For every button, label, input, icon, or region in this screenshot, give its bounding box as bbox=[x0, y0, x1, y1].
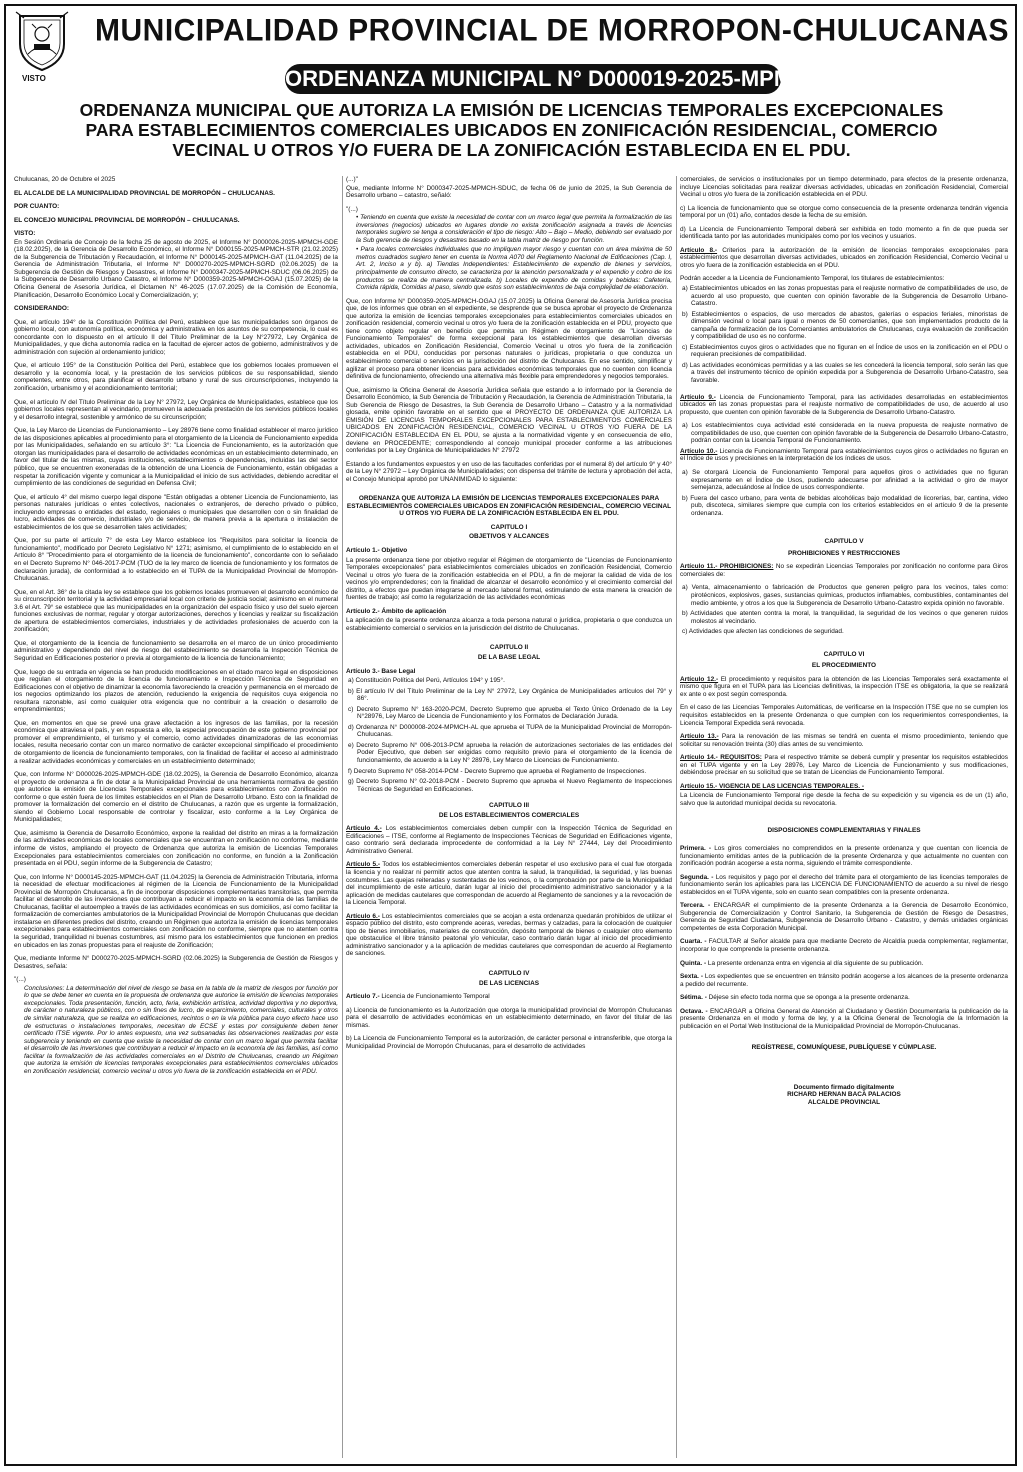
article-heading: Artículo 14.- REQUISITOS: bbox=[680, 754, 762, 762]
mayor-heading: EL ALCALDE DE LA MUNICIPALIDAD PROVINCIAL DE MORROPÓN – CHULUCANAS. bbox=[14, 189, 275, 197]
chapter-title: DE LAS LICENCIAS bbox=[478, 979, 540, 987]
law-list-item: e) Decreto Supremo N° 006-2013-PCM aprueba la relación de autorizaciones sectoriales de las entidades del Poder Ejecutivo, que deben ser exigidas como requisito previo para el otorgamiento de la licencia de funcionamiento, de acuerdo a la Ley N° 28976, Ley Marco de Licencias de Funcionamiento. bbox=[348, 741, 672, 764]
chapter-heading: CAPITULO IV bbox=[488, 970, 530, 978]
article-text bbox=[680, 394, 1008, 417]
disposition-body: Déjese sin efecto toda norma que se oponga a la presente ordenanza. bbox=[708, 994, 910, 1002]
paragraph: Que, el otorgamiento de la licencia de funcionamiento se desarrolla en el marco de un único procedimiento administrativo y dependiendo del nivel de riesgo del establecimiento se desarrolla la Inspección Técnica de Seguridad en Edificaciones posterior o previa al otorgamiento de la licencia de funcionamiento; bbox=[14, 639, 338, 662]
paragraph: Que, en el Art. 36° de la citada ley se establece que los gobiernos locales promueven el desarrollo económico de su circunscripción territorial y la actividad empresarial local con criterio de justicia social; asimismo en el numeral 3.6 el Art. 79° se establece que las municipalidades en la organización del espacio físico y uso del suelo ejercen funciones exclusivas de normar, regular y otorgar autorizaciones, derechos y licencias y realizar su fiscalización de apertura de establecimientos comerciales, industriales y de actividades profesionales de acuerdo con la zonificación; bbox=[14, 588, 338, 634]
article-list-item: b) Actividades que atenten contra la moral, la tranquilidad, la seguridad de los vecinos o que generen ruidos molestos al vecindario. bbox=[682, 610, 1008, 625]
disposition-body: Los expedientes que se encuentren en tránsito podrán acogerse a los alcances de la presente ordenanza a pedido del recurrente. bbox=[680, 973, 1008, 988]
article-heading: Artículo 4.- bbox=[346, 825, 382, 833]
article-text bbox=[346, 913, 672, 958]
article-text bbox=[680, 754, 1008, 777]
disposition bbox=[680, 902, 1008, 932]
law-list-item: f) Decreto Supremo N° 058-2014-PCM - Decreto Supremo que aprueba el Reglamento de Inspecciones. bbox=[348, 767, 647, 775]
text-column-1 bbox=[14, 176, 338, 1458]
article-heading: Artículo 8.- bbox=[680, 246, 718, 254]
article-heading: Artículo 1.- Objetivo bbox=[346, 546, 408, 554]
ordinance-number-badge: ORDENANZA MUNICIPAL N° D000019-2025-MPMCH-AL bbox=[285, 64, 781, 94]
disposition-body: ENCARGAR a Oficina General de Atención al Ciudadano y Gestión Documentaria la publicación de la presente Ordenanza en el modo y forma de ley, y a la Oficina General de Tecnología de la Información la publicación en el Portal Web Institucional de la Municipalidad Provincial de Morropón-Chulucanas. bbox=[680, 1007, 1008, 1030]
disposition bbox=[680, 994, 1008, 1002]
article-body: Los establecimientos comerciales que se acojan a esta ordenanza quedarán prohibidos de utilizar el espacio público del distrito, esto comprende aceras, veredas, bermas y calzadas, para la colocación de cualquier tipo de bienes inmobiliarios, materiales de construcción, depósito temporal de bienes o cualquier otro elemento que obstaculice el libre tránsito peatonal y/o vehicular, caso contrario darán lugar al inicio del procedimiento administrativo sancionador y a la aplicación de medidas cautelares que correspondan de acuerdo al Reglamento de sanciones. bbox=[346, 912, 672, 958]
shield-icon bbox=[14, 10, 70, 72]
article-body: Criterios para la autorización de la emisión de licencias temporales excepcionales para establecimientos que desarrollan diversas actividades, ubicados en zonificación Residencial, Comercio Vecinal u otros y/o fuera de la zonificación establecida en el PDU. bbox=[680, 246, 1008, 269]
article-heading: Artículo 9.- bbox=[680, 393, 716, 401]
article-text bbox=[680, 247, 1008, 270]
paragraph: Estando a los fundamentos expuestos y en uso de las facultades conferidas por el numeral 8) del artículo 9° y 40° de la Ley N° 27972 – Ley Orgánica de Municipalidades; con dispensa del trámite de lectura y aprobación del acta, el Concejo Municipal aprobó por UNANIMIDAD lo siguiente: bbox=[346, 460, 672, 483]
article-list-item: c) Actividades que afecten las condiciones de seguridad. bbox=[682, 628, 844, 636]
disposition bbox=[680, 1008, 1008, 1031]
article-text bbox=[680, 448, 1008, 463]
disposition-heading: Quinta. - bbox=[680, 959, 707, 967]
council-heading: EL CONCEJO MUNICIPAL PROVINCIAL DE MORROPÓN – CHULUCANAS. bbox=[14, 216, 240, 224]
article-list-item: d) Las actividades económicas permitidas y a las cuales se les concederá la licencia temporal, solo serán las que a través del instrumento técnico de opinión expedida por a Subgerencia de Desarrollo Urbano-Catastro, sea favorable. bbox=[682, 361, 1008, 385]
paragraph: Que, el artículo 4° del mismo cuerpo legal dispone "Están obligadas a obtener Licencia de Funcionamiento, las personas naturales jurídicas o entes colectivos, nacionales o extranjeros, de derecho privado o público, incluyendo empresas o entidades del estado, regionales o municipales que desarrollen con o sin finalidad de lucro, actividades de comercio, industriales y/o de servicio, de manera previa a la apertura o instalación de establecimientos de los que se desarrollen tales actividades; bbox=[14, 493, 338, 531]
paragraph: Que, el artículo 194° de la Constitución Política del Perú, establece que las municipalidades son órganos de gobierno local, con autonomía política, económica y administrativa en los asuntos de su competencia, lo cual es concordante con lo dispuesto en el artículo II del Título Preliminar de la Ley N°27972, Ley Orgánica de Municipalidades, y que dicha autonomía radica en la facultad de ejercer actos de gobierno, administrativos y de administración con sujeción al ordenamiento jurídico; bbox=[14, 318, 338, 356]
article-body: No se expedirán Licencias Temporales por zonificación no conforme para Giros comerciales de: bbox=[680, 563, 1008, 578]
article-body: Licencia de Funcionamiento Temporal bbox=[381, 993, 490, 1001]
article-text: En el caso de las Licencias Temporales Automáticas, de verificarse en la Inspección ITSE que no se cumplen los requisitos establecidos en la presente Ordenanza o que cumplen con los requerimientos correspondientes, la Licencia Temporal Expedida será revocada. bbox=[680, 704, 1008, 727]
signer-title: ALCALDE PROVINCIAL bbox=[807, 1099, 881, 1107]
article-text: La presente ordenanza tiene por objetivo regular el Régimen de otorgamiento de "Licencias de Funcionamiento Temporales excepcionales" para establecimientos comerciales ubicados en zonificación Residencial, Comercio Vecinal u otros y/o fuera de la zonificación establecida en el PDU, a fin de mejorar la calidad de vida de los vecinos y/o emprendedores; con la finalidad de alcanzar el desarrollo económico y el crecimiento comercial del distrito, a efectos que puedan integrarse al mercado laboral formal, estimulando de esta manera la creación de fuentes de trabajo; así como la regularización de las actividades económicas bbox=[346, 556, 672, 602]
article-item: b) La Licencia de Funcionamiento Temporal es la autorización, de carácter personal e intransferible, que otorga la Municipalidad Provincial de Morropón Chulucanas, para el desarrollo de actividades bbox=[346, 1035, 672, 1050]
article-text: La aplicación de la presente ordenanza alcanza a toda persona natural o jurídica, propietaria o que conduzca un establecimiento comercial o servicios en la jurisdicción del distrito de Chulucanas. bbox=[346, 617, 672, 632]
article-body: Para el respectivo trámite se deberá cumplir y presentar los requisitos establecidos en el TUPA vigente y en la Ley 28976, Ley Marco de Licencia de Funcionamiento y sus modificaciones, debiéndose precisar en su solicitud que se tratan de Licencias de Funcionamiento Temporal. bbox=[680, 754, 1008, 777]
article-item: c) La licencia de funcionamiento que se otorgue como consecuencia de la presente ordenanza tendrán vigencia temporal por un (01) año, contados desde la fecha de su emisión. bbox=[680, 204, 1008, 220]
title-line: ORDENANZA MUNICIPAL QUE AUTORIZA LA EMISIÓN DE LICENCIAS TEMPORALES EXCEPCIONALES bbox=[79, 100, 944, 120]
paragraph: Que, por su parte el artículo 7° de esta Ley Marco establece los "Requisitos para solicitar la licencia de funcionamiento", modificado por Decreto Legislativo N° 1271; asimismo, el cumplimiento de lo establecido en el Artículo 8° "Procedimiento para el otorgamiento de la licencia de funcionamiento", concordante con lo señalado en el Decreto Supremo N° 046-2017-PCM (TUO de la ley marco de licencia de funcionamiento y los formatos de declaración jurada), de conformidad a lo establecido en el TUPA de la Municipalidad Provincial de Morropón-Chulucanas. bbox=[14, 537, 338, 583]
column-divider bbox=[676, 176, 677, 1458]
law-list-item: b) El artículo IV del Título Preliminar de la Ley N° 27972, Ley Orgánica de Municipalidades artículos del 79° y 86°. bbox=[348, 687, 672, 703]
chapter-heading: CAPITULO V bbox=[824, 538, 864, 546]
paragraph: Que, con Informe N° D000145-2025-MPMCH-GAT (11.04.2025) la Gerencia de Administración Tributaria, informa la necesidad de efectuar modificaciones al régimen de la Licencia de Funcionamiento de la Municipalidad Provincial de Morropón Chulucanas, a fin de incorporar disposiciones complementarias transitorias, que permita facilitar el desarrollo de las inversiones que contribuyan a reducir el impacto en la economía de las familias de Chulucanas, facilitar el autoempleo a través de las actividades económicas en sus domicilios, así como facilitar la formalización de comerciantes ambulatorios de la Municipalidad Provincial de Morropón Chulucanas que decidan instalarse en diferentes predios del distrito, creando un Régimen que autoriza la emisión de licencias temporales excepcionales para establecimientos comerciales con zonificación no conforme, siempre que no atenten contra la seguridad, tranquilidad ni buenas costumbres, así mismo para los establecimientos que funcionen en predios en ubicados en las zonas propuestas para el reajuste de Zonificación; bbox=[14, 873, 338, 949]
article-body: Para la renovación de las mismas se tendrá en cuenta el mismo procedimiento, teniendo que solicitar su renovación treinta (30) días antes de su vencimiento. bbox=[680, 733, 1008, 748]
disposition-body: Los requisitos y pago por el derecho del trámite para el otorgamiento de las licencias temporales de funcionamiento serán los aplicables para las LICENCIA DE FUNCIONAMIENTO de acuerdo a su nivel de riesgo establecidos en el TUPA vigente, solo en cuanto sean compatibles con la presente ordenanza. bbox=[680, 873, 1008, 896]
disposition bbox=[680, 874, 1008, 897]
visto-paragraph: En Sesión Ordinaria de Concejo de la fecha 25 de agosto de 2025, el Informe N° D000026-2025-MPMCH-GDE (18.02.2025), de la Gerencia de Desarrollo Económico, el Informe N° D000155-2025-MPMCH-STR (21.02.2025) de la Subgerencia de Tributación y Recaudación, el Informe N° D000145-2025-MPMCH-GAT (11.04.2025) de la Gerencia de Administración Tributaria, el Informe N° D000270-2025-MPMCH-SGRD (02.06.2025) de la Subgerencia de Gestión de Riesgos y Desastres, el Informe N° D000347-2025-MPMCH-SDUC (06.06.2025) de la Subgerencia de Desarrollo Urbano Catastro, el Informe N° D000359-2025-MPMCH-OGAJ (15.07.2025) de la Oficina General de Asesoría Jurídica, el Dictamen N° 46-2025 (17.07.2025) de la Comisión de Economía, Planificación, Desarrollo Económico Local y Comercialización, y; bbox=[14, 238, 338, 299]
article-item: comerciales, de servicios o institucionales por un tiempo determinado, para efectos de la presente ordenanza, incluye Licencias solicitadas para realizar diversas actividades, ubicadas en zonificación Residencial, Comercial Vecinal u otros y/o fuera de la zonificación establecida en el PDU. bbox=[680, 176, 1008, 199]
article-heading: Artículo 15.- VIGENCIA DE LAS LICENCIAS TEMPORALES. - bbox=[680, 782, 864, 790]
chapter-heading: CAPITULO II bbox=[489, 644, 529, 652]
article-heading: Artículo 10.- bbox=[680, 447, 718, 455]
article-intro: Podrán acceder a la Licencia de Funcionamiento Temporal, los titulares de establecimientos: bbox=[680, 275, 945, 283]
por-cuanto: POR CUANTO: bbox=[14, 203, 60, 211]
article-text bbox=[346, 993, 672, 1001]
article-text bbox=[680, 676, 1008, 699]
article-list-item: a) Establecimientos ubicados en las zonas propuestas para el reajuste normativo de compatibilidades de uso, de acuerdo al uso propuesto, que cuenten con opinión favorable de la Subgerencia de Desarrollo Urbano-Catastro. bbox=[682, 285, 1008, 308]
quote-open: "(...) bbox=[346, 205, 358, 213]
law-list-item: c) Decreto Supremo N° 163-2020-PCM, Decreto Supremo que aprueba el Texto Único Ordenado de la Ley N°28976, Ley Marco de Licencia de Funcionamiento y los Formatos de Declaración Jurada. bbox=[348, 705, 672, 721]
article-body: Licencia de Funcionamiento Temporal, para las actividades desarrolladas en establecimientos ubicados en las zonas propuestas para el reajuste normativo de compatibilidades de uso, de acuerdo al uso propuesto, que cuenten con opinión favorable de la Subgerencia de Desarrollo Urbano-Catastro. bbox=[680, 393, 1008, 416]
column-divider bbox=[342, 176, 343, 1458]
quote-open: "(...) bbox=[14, 976, 26, 984]
disposition-body: FACULTAR al Señor alcalde para que mediante Decreto de Alcaldía pueda complementar, reglamentar, incorporar lo que comprende la presente ordenanza. bbox=[680, 938, 1008, 954]
article-heading: Artículo 13.- bbox=[680, 733, 719, 741]
paragraph: Que, asimismo la Oficina General de Asesoría Jurídica señala que estando a lo informado por la Gerencia de Desarrollo Económico, la Sub Gerencia de Tributación y Recaudación, la Gerencia de Administración Tributaria, la Sub Gerencia de Riesgo de Desastres, la Sub Gerencia de Desarrollo Urbano – Catastro y a la normatividad glosada, emite opinión favorable en el sentido que el PROYECTO DE ORDENANZA QUE AUTORIZA LA EMISIÓN DE LICENCIAS TEMPORALES EXCEPCIONALES PARA ESTABLECIMIENTOS COMERCIALES UBICADOS EN ZONIFICACIÓN RESIDENCIAL, COMERCIO VECINAL U OTROS Y/O FUERA DE LA ZONIFICACIÓN ESTABLECIDA EN EL PDU, se ajusta a la normatividad vigente y en consecuencia de ello, deviene en PROCEDENTE; correspondiendo al concejo municipal proceder conforme a las atribuciones conferidas por la Ley Orgánica de Municipalidades N° 27972 bbox=[346, 386, 672, 455]
article-text: La Licencia de Funcionamiento Temporal rige desde la fecha de su expedición y su vigencia es de un (1) año, salvo que la autoridad municipal decida su revocatoria. bbox=[680, 792, 1008, 807]
article-text bbox=[680, 733, 1008, 748]
article-list-item: a) Venta, almacenamiento o fabricación de Productos que generen peligro para los vecinos, tales como: pirotécnicos, explosivos, gases, sustancias químicas, productos inflamables, combustibles, contaminantes del medio ambiente, y otros a los que la Subgerencia de Desarrollo Urbano-Catastro expida opinión no favorable. bbox=[682, 584, 1008, 607]
chapter-title: DE LA BASE LEGAL bbox=[477, 653, 541, 661]
law-list-item: g) Decreto Supremo N° 02-2018-PCM - Decreto Supremo que aprueba el Nuevo Reglamento de Inspecciones Técnicas de Seguridad en Edificaciones. bbox=[348, 778, 672, 793]
article-body: Los establecimientos comerciales deben cumplir con la Inspección Técnica de Seguridad en Edificaciones – ITSE, conforme al Reglamento de Inspecciones Técnicas de Seguridad en Edificaciones vigente, caso contrario será declarada improcedente de conformidad a la Ley N° 27444, Ley del Procedimiento Administrativo General. bbox=[346, 825, 672, 855]
disposition-heading: Sétima. - bbox=[680, 994, 707, 1002]
article-text bbox=[346, 861, 672, 906]
considerando-heading: CONSIDERANDO: bbox=[14, 305, 70, 313]
paragraph: Que, asimismo la Gerencia de Desarrollo Económico, expone la realidad del distrito en miras a la formalización de las actividades económicas de locales comerciales que se encuentran en zonificación no conforme, mediante informe de vistos, ampliando el proyecto de Ordenanza que autoriza la emisión de Licencias Temporales Excepcionales para establecimientos comerciales con zonificación no conforme, en función a la Zonificación presentada en el PDU, según informe de la Subgerencia de Catastro; bbox=[14, 829, 338, 868]
disposition-heading: Cuarta. - bbox=[680, 938, 707, 946]
paragraph: Que, el artículo 195° de la Constitución Política del Perú, establece que los gobiernos locales promueven el desarrollo y la economía local, y la prestación de los servicios públicos de su responsabilidad, siendo competentes, entre otros, para planificar el desarrollo urbano y rural de sus circunscripciones, incluyendo la zonificación, urbanismo y el acondicionamiento territorial; bbox=[14, 362, 338, 393]
chapter-title: EL PROCEDIMIENTO bbox=[811, 662, 877, 670]
paragraph: Que, luego de su entrada en vigencia se han producido modificaciones en el citado marco legal en disposiciones que regulan el otorgamiento de la licencia de funcionamiento e Inspección Técnica de Seguridad en Edificaciones con el objetivo de dinamizar la economía favoreciendo la creación y permanencia en el mercado de los negocios optimizando los plazos de atención, reduciendo la exigencia de requisitos cuya exigencia no resultara razonable, así como cualquier otra exigencia que no contribuir a la creación o desarrollo de emprendimientos; bbox=[14, 668, 338, 714]
disposition-heading: Sexta. - bbox=[680, 973, 704, 981]
disposition bbox=[680, 845, 1008, 868]
ordinance-title bbox=[40, 100, 983, 160]
quote-bullet: • Teniendo en cuenta que existe la necesidad de contar con un marco legal que permita la formalización de las inversiones (negocios) ubicados en lugares donde no exista zonificación asignada a través de licencias temporales sugiero se tenga a consideración el tipo de riesgo: Alto – Bajo – Medio, debiendo ser evaluado por la Sub gerencia de riesgos y desastres basado en la tabla matriz de riesgo por función. bbox=[356, 214, 672, 244]
disposition-heading: Octava. - bbox=[680, 1007, 708, 1015]
article-heading: Artículo 12.- bbox=[680, 675, 719, 683]
text-column-3 bbox=[680, 176, 1008, 1458]
article-item: d) La Licencia de Funcionamiento Temporal deberá ser exhibida en todo momento a fin de que pueda ser identificada tanto por las autoridades municipales como por los vecinos y usuarios. bbox=[680, 225, 1008, 241]
article-list-item: b) Fuera del casco urbano, para venta de bebidas alcohólicas bajo modalidad de licorerías, bar, cantina, video pub, discoteca, similares siempre que cumpla con los criterios establecidos en el artículo 9 de la presente ordenanza. bbox=[682, 494, 1008, 517]
disposition-body: ENCARGAR el cumplimiento de la presente Ordenanza a la Gerencia de Desarrollo Económico, Subgerencia de Comercialización y Control Sanitario, la Subgerencia de Gestión de Riesgo de Desastres, Gerencia de Seguridad Ciudadana, Subgerencia de Desarrollo Urbano - Catastro, y demás unidades orgánicas competentes de esta Corporación Municipal. bbox=[680, 902, 1008, 932]
chapter-heading: CAPITULO VI bbox=[823, 650, 865, 658]
signer-name: RICHARD HERNAN BACA PALACIOS bbox=[787, 1091, 901, 1099]
paragraph: Que, con Informe N° D000359-2025-MPMCH-OGAJ (15.07.2025) la Oficina General de Asesoría Jurídica precisa que, de los informes que obran en el expediente, se desprende que se busca aprobar el proyecto de Ordenanza que autoriza la emisión de licencias temporales excepcionales para establecimientos comerciales ubicados en zonificación residencial, comercio vecinal u otros y/o fuera de la zonificación establecida en el PDU, proyecto que tiene como objeto regular en beneficio que permita un Régimen de otorgamiento de "Licencias de Funcionamiento Temporales" de forma excepcional para los establecimientos que desarrollan diversas actividades, ubicados en Zonificación Residencial, Comercio Vecinal u otros y/o fuera de la zonificación establecida en el PDU, conducidas por personas naturales o jurídicas, propietaria o que conduzca un establecimiento comercial o servicios en la jurisdicción del distrito de Chulucanas. En ese sentido, simplificar y agilizar el proceso para obtener licencias para actividades económicas temporales que no cuenten con licencia definitiva de funcionamiento, ofreciendo una alternativa más flexible para emprendedores y negocios temporales. bbox=[346, 297, 672, 381]
article-heading: Artículo 6.- bbox=[346, 912, 380, 920]
article-text bbox=[680, 563, 1008, 578]
article-body: Licencia de Funcionamiento Temporal para establecimientos cuyos giros o actividades no figuran en el Índice de usos y precisiones en la interpretación de los índices de usos. bbox=[680, 447, 1008, 463]
disposition-body: La presente ordenanza entra en vigencia al día siguiente de su publicación. bbox=[707, 959, 924, 967]
chapter-heading: CAPITULO I bbox=[490, 523, 528, 531]
paragraph: Que, el artículo IV del Título Preliminar de la Ley N° 27972, Ley Orgánica de Municipalidades, establece que los gobiernos locales representan al vecindario, promueven la adecuada prestación de los servicios públicos locales y el desarrollo integral, sostenible y armónico de su circunscripción; bbox=[14, 398, 338, 421]
text-column-2 bbox=[346, 176, 672, 1458]
title-line: VECINAL U OTROS Y/O FUERA DE LA ZONIFICACIÓN ESTABLECIDA EN EL PDU. bbox=[172, 140, 851, 160]
paragraph: Que, con Informe N° D000026-2025-MPMCH-GDE (18.02.2025), la Gerencia de Desarrollo Económico, alcanza el proyecto de ordenanza a fin de dotar a la Municipalidad Provincial de una herramienta normativa de gestión que autorice la emisión de Licencias Temporales excepcionales para establecimientos con Zonificación no conforme o que estén fuera de los límites establecidos en el Plan de Desarrollo Urbano. Esto con la finalidad de promover la formalización del comercio en el distrito de Chulucanas, a razón que es urgente la formalización, siendo el Gobierno Local responsable de controlar y fiscalizar, esto conforme a la Ley Orgánica de Municipalidades; bbox=[14, 771, 338, 824]
article-body: El procedimiento y requisitos para la obtención de las Licencias Temporales será exactamente el mismo que figura en el TUPA para las Licencias definitivas, la inspección ITSE es obligatoria, la que se realizará ex ante o ex post según corresponda. bbox=[680, 675, 1008, 698]
article-list-item: c) Establecimientos cuyos giros o actividades que no figuran en el Índice de usos en la zonificación en el PDU o requieran precisiones de compatibilidad. bbox=[682, 343, 1008, 359]
quote-paragraph: Conclusiones: La determinación del nivel de riesgo se basa en la tabla de la matriz de riesgos por función por lo que se debe tener en cuenta en la propuesta de ordenanza que autorice la emisión de licencias temporales excepcionales. Toda presentación, función, acto, feria, exhibición artística, actividad deportiva y no deportiva, de carácter o naturaleza públicos, con o sin fines de lucro, de esparcimiento, comerciales, culturales y otros de similar naturaleza, que se realiza en edificaciones, recintos o en la vía pública para cuyo efecto hace uso de estructuras o instalaciones temporales, necesitan de ECSE y estas por consiguiente deben tener certificado ITSE vigente. Por lo antes expuesto, una vez subsanadas las observaciones realizadas por esta subgerencia y teniendo en cuenta que existe la necesidad de contar con un marco legal que permita facilitar el desarrollo de las inversiones que contribuyan a reducir el impacto en la economía de las familias, así como facilitar la formalización de las actividades comerciales en el Distrito de Chulucanas, creando un Régimen que autoriza la emisión de licencias temporales excepcionales para establecimientos comerciales ubicados en zonificación residencial, comercio vecinal u otros y/o fuera de la zonificación establecida en el PDU. bbox=[24, 984, 338, 1075]
visto-stamp: VISTO bbox=[22, 74, 46, 83]
article-list-item: b) Establecimientos o espacios, de uso mercados de abastos, galerías o espacios feriales, minoristas de dimensión vecinal o local para igual o menos de 50 comerciantes, que son implementados producto de la campaña de formalización de los Comerciantes ambulatorios de Chulucanas, cuya evaluación de zonificación y compatibilidad de uso es no conforme. bbox=[682, 310, 1008, 341]
article-heading: Artículo 11.- PROHIBICIONES: bbox=[680, 563, 774, 571]
title-line: PARA ESTABLECIMIENTOS COMERCIALES UBICADOS EN ZONIFICACIÓN RESIDENCIAL, COMERCIO bbox=[85, 120, 938, 140]
article-text bbox=[346, 825, 672, 855]
paragraph: Que, mediante Informe N° D000270-2025-MPMCH-SGRD (02.06.2025) la Subgerencia de Gestión de Riesgos y Desastres, señala: bbox=[14, 955, 338, 970]
disposition bbox=[680, 960, 1008, 968]
municipality-name: MUNICIPALIDAD PROVINCIAL DE MORROPON-CHULUCANAS bbox=[95, 13, 1010, 48]
paragraph: Que, mediante Informe N° D000347-2025-MPMCH-SDUC, de fecha 06 de junio de 2025, la Sub Gerencia de Desarrollo urbano – catastro, señaló: bbox=[346, 184, 672, 200]
signature-line: Documento firmado digitalmente bbox=[793, 1083, 895, 1091]
disposition-body: Los giros comerciales no comprendidos en la presente ordenanza y que cuentan con licencia de funcionamiento emitidas antes de la publicación de la presente Ordenanza y que actualmente no cuenten con zonificación podrán acogerse a esta norma, siguiendo el trámite correspondiente. bbox=[680, 845, 1008, 868]
disposition bbox=[680, 938, 1008, 953]
disposition-heading: Segunda. - bbox=[680, 873, 714, 881]
article-heading: Artículo 7.- bbox=[346, 993, 380, 1001]
article-list-item: a) Se otorgará Licencia de Funcionamiento Temporal para aquellos giros o actividades que no figuran expresamente en el Índice de Usos, pudiendo adecuarse por afinidad a la actividad o giro de mayor semejanza, adecuándose al Índice de usos correspondiente. bbox=[682, 468, 1008, 492]
closing-formula: REGÍSTRESE, COMUNÍQUESE, PUBLÍQUESE Y CÚMPLASE. bbox=[751, 1044, 937, 1052]
municipal-seal-logo bbox=[14, 10, 70, 84]
law-list-item: d) Ordenanza N° D000008-2024-MPMCH-AL que aprueba el TUPA de la Municipalidad Provincial de Morropón-Chulucanas. bbox=[348, 723, 672, 739]
date-line: Chulucanas, 20 de Octubre el 2025 bbox=[14, 176, 116, 183]
article-body: Todos los establecimientos comerciales deberán respetar el uso exclusivo para el cual fue otorgada la licencia y no realizar ni permitir actos que atenten contra la salud, la tranquilidad, la seguridad, y las buenas costumbres. Las quejas reiteradas y sustentadas de los vecinos, o la comprobación por parte de la Municipalidad del incumplimiento de este artículo, darán lugar al inicio del procedimiento administrativo sancionador y a la aplicación de medidas cautelares que correspondan de acuerdo al Reglamento de sanciones y a la revocación de la Licencia Temporal. bbox=[346, 861, 672, 907]
chapter-title: DE LOS ESTABLECIMIENTOS COMERCIALES bbox=[438, 811, 580, 819]
article-heading: Artículo 3.- Base Legal bbox=[346, 667, 416, 675]
article-list-item: a) Los establecimientos cuya actividad esté considerada en la nueva propuesta de reajuste normativo de compatibilidades de uso, que cuenten con opinión favorable de la Subgerencia de Desarrollo Urbano-Catastro, podrán contar con la Licencia Temporal de Funcionamiento. bbox=[682, 422, 1008, 445]
chapter-title: PROHIBICIONES Y RESTRICCIONES bbox=[787, 549, 901, 557]
disposition bbox=[680, 973, 1008, 988]
article-heading: Artículo 5.- bbox=[346, 861, 381, 869]
disposition-heading: Primera. - bbox=[680, 845, 712, 852]
law-list-item: a) Constitución Política del Perú, Artículos 194° y 195°. bbox=[348, 677, 505, 685]
chapter-title: OBJETIVOS Y ALCANCES bbox=[468, 533, 549, 541]
dispositions-heading: DISPOSICIONES COMPLEMENTARIAS Y FINALES bbox=[767, 827, 921, 835]
disposition-heading: Tercera. - bbox=[680, 902, 711, 910]
chapter-heading: CAPITULO III bbox=[488, 802, 530, 810]
visto-heading: VISTO: bbox=[14, 230, 36, 238]
paragraph: Que, en momentos en que se prevé una grave afectación a los ingresos de las familias, por la recesión económica que atraviesa el país, y en respuesta a ello, la especial preocupación de este gobierno provincial por promover el emprendimiento, el turismo y el comercio, como actividades dinamizadoras de las economías locales, resulta necesario contar con un marco normativo de carácter excepcional simplificado el procedimiento de otorgamiento de licencia de funcionamiento temporales, con la finalidad de facilitar el acceso al administrado a realizar actividades económicas y comerciales en un establecimiento determinado; bbox=[14, 719, 338, 765]
article-item: a) Licencia de funcionamiento es la Autorización que otorga la municipalidad provincial de Morropón Chulucanas para el desarrollo de actividades económicas en un establecimiento determinado, en favor del titular de las mismas. bbox=[346, 1006, 672, 1029]
quote-close: (...)" bbox=[346, 176, 358, 183]
paragraph: Que, la Ley Marco de Licencias de Funcionamiento – Ley 28976 tiene como finalidad establecer el marco jurídico de las disposiciones aplicables al procedimiento para el otorgamiento de la Licencia de Funcionamiento expedida por las Municipalidades, señalando en su artículo 3°: "La Licencia de Funcionamiento, es la autorización que otorgan las municipalidades para el desarrollo de actividades económicas en un establecimiento determinado, en favor del titular de las mismas, cuyas instituciones, establecimientos o dependencias, incluidas las del sector público, que se encuentren exoneradas de la obtención de una Licencia de Funcionamiento, están obligadas a respetar la zonificación vigente y comunicar a la Municipalidad el inicio de sus actividades, debiendo acreditar el cumplimiento de las condiciones de seguridad en Defensa Civil; bbox=[14, 427, 338, 488]
ordinance-title-block: ORDENANZA QUE AUTORIZA LA EMISIÓN DE LICENCIAS TEMPORALES EXCEPCIONALES PARA ESTABLECIMIENTOS COMERCIALES UBICADOS EN ZONIFICACIÓN RESIDENCIAL, COMERCIO VECINAL U OTROS Y/O FUERA DE LA ZONIFICACIÓN ESTABLECIDA EN EL PDU. bbox=[346, 495, 672, 518]
article-heading: Artículo 2.- Ámbito de aplicación bbox=[346, 607, 447, 615]
quote-bullet: • Para locales comerciales individuales que no impliquen mayor riesgo y cuentan con un área máxima de 50 metros cuadrados sugiero tener en cuenta la Norma A070 del Reglamento Nacional de Edificaciones (Cap. I, Art. 2, Inciso a y b). a) Tiendas Independientes: Establecimiento de expendio de bienes y servicios, principalmente de consumo directo, se caracteriza por la atención personalizada y el expendio y cobro de los productos se realiza de manera centralizada. b) Locales de expendio de comidas y bebidas: Cafetería, Comida rápida, Comidas al paso, siendo que estos son establecimientos de baja complejidad de elaboración. bbox=[356, 246, 672, 292]
